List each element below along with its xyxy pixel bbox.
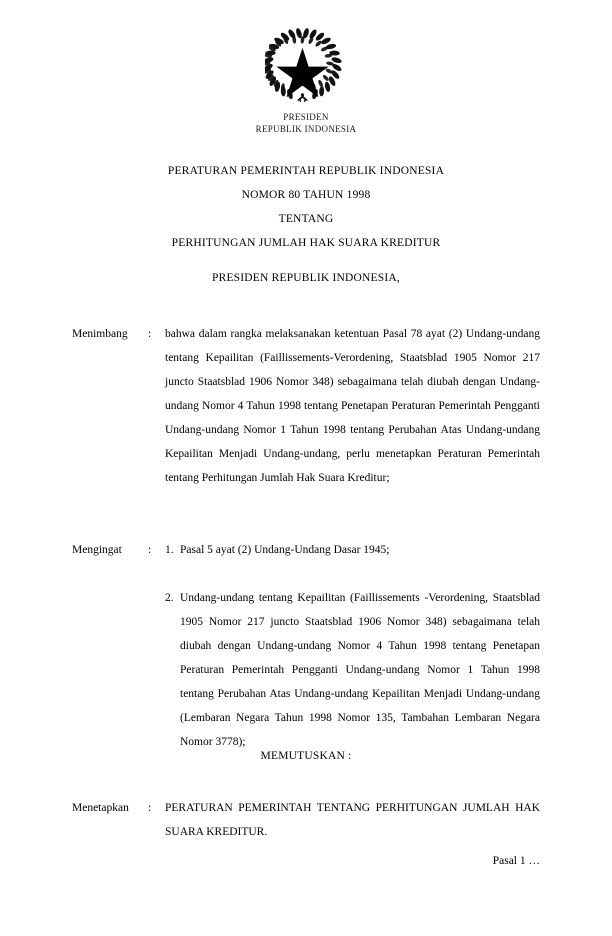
page-continuation-note: Pasal 1 … bbox=[492, 855, 540, 867]
menimbang-section bbox=[72, 322, 540, 490]
menimbang-paragraph: bahwa dalam rangka melaksanakan ketentuan Pasal 78 ayat (2) Undang-undang tentang Kepailitan (Faillissements-Verordening, Staatsblad 1905 Nomor 217 juncto Staatsblad 1906 Nomor 348) sebagaimana telah diubah dengan Undang-undang Nomor 4 Tahun 1998 tentang Penetapan Peraturan Pemerintah Pengganti Undang-undang Nomor 1 Tahun 1998 tentang Perubahan Atas Undang-undang Kepailitan Menjadi Undang-undang, perlu menetapkan Peraturan Pemerintah tentang Perhitungan Jumlah Hak Suara Kreditur; bbox=[165, 328, 540, 484]
title-number-year: NOMOR 80 TAHUN 1998 bbox=[241, 189, 371, 201]
title-regulation-type: PERATURAN PEMERINTAH REPUBLIK INDONESIA bbox=[167, 165, 445, 177]
menimbang-row bbox=[72, 322, 540, 490]
title-tentang: TENTANG bbox=[278, 213, 334, 225]
menimbang-content bbox=[165, 322, 540, 490]
memutuskan-heading: MEMUTUSKAN : bbox=[260, 750, 352, 762]
presidential-emblem-block bbox=[0, 26, 612, 135]
menetapkan-content bbox=[165, 796, 540, 844]
emblem-caption-republik-indonesia: REPUBLIK INDONESIA bbox=[255, 123, 357, 134]
list-item bbox=[165, 538, 540, 562]
emblem-caption-presiden: PRESIDEN bbox=[283, 112, 329, 122]
list-item-text: Undang-undang tentang Kepailitan (Faillissements -Verordening, Staatsblad 1905 Nomor 217 juncto Staatsblad 1906 Nomor 348) sebagaimana telah diubah dengan Undang-undang Nomor 4 Tahun 1998 tentang Penetapan Peraturan Pemerintah Pengganti Undang-undang Nomor 1 Tahun 1998 tentang Perubahan Atas Undang-undang Kepailitan Menjadi Undang-undang (Lembaran Negara Tahun 1998 Nomor 135, Tambahan Lembaran Negara Nomor 3778); bbox=[180, 592, 540, 748]
menetapkan-row bbox=[72, 796, 540, 844]
mengingat-label: Mengingat bbox=[72, 544, 122, 556]
opening-heading: PRESIDEN REPUBLIK INDONESIA, bbox=[211, 272, 400, 284]
list-item-number: 1. bbox=[165, 544, 174, 556]
emblem-caption bbox=[0, 112, 612, 135]
mengingat-list bbox=[165, 538, 540, 754]
mengingat-row bbox=[72, 538, 540, 754]
title-subject: PERHITUNGAN JUMLAH HAK SUARA KREDITUR bbox=[171, 237, 441, 249]
list-item-text: Pasal 5 ayat (2) Undang-Undang Dasar 1945; bbox=[180, 544, 390, 556]
mengingat-colon: : bbox=[148, 544, 152, 556]
indonesia-presidential-seal-icon bbox=[265, 26, 347, 108]
list-item-number: 2. bbox=[165, 592, 174, 604]
menetapkan-label: Menetapkan bbox=[72, 802, 129, 814]
menimbang-label: Menimbang bbox=[72, 328, 128, 340]
list-item bbox=[165, 586, 540, 754]
mengingat-section bbox=[72, 538, 540, 754]
menetapkan-paragraph: PERATURAN PEMERINTAH TENTANG PERHITUNGAN JUMLAH HAK SUARA KREDITUR. bbox=[165, 802, 540, 838]
menimbang-colon: : bbox=[148, 328, 152, 340]
menetapkan-section bbox=[72, 796, 540, 844]
document-title-block bbox=[0, 159, 612, 255]
menetapkan-colon: : bbox=[148, 802, 152, 814]
